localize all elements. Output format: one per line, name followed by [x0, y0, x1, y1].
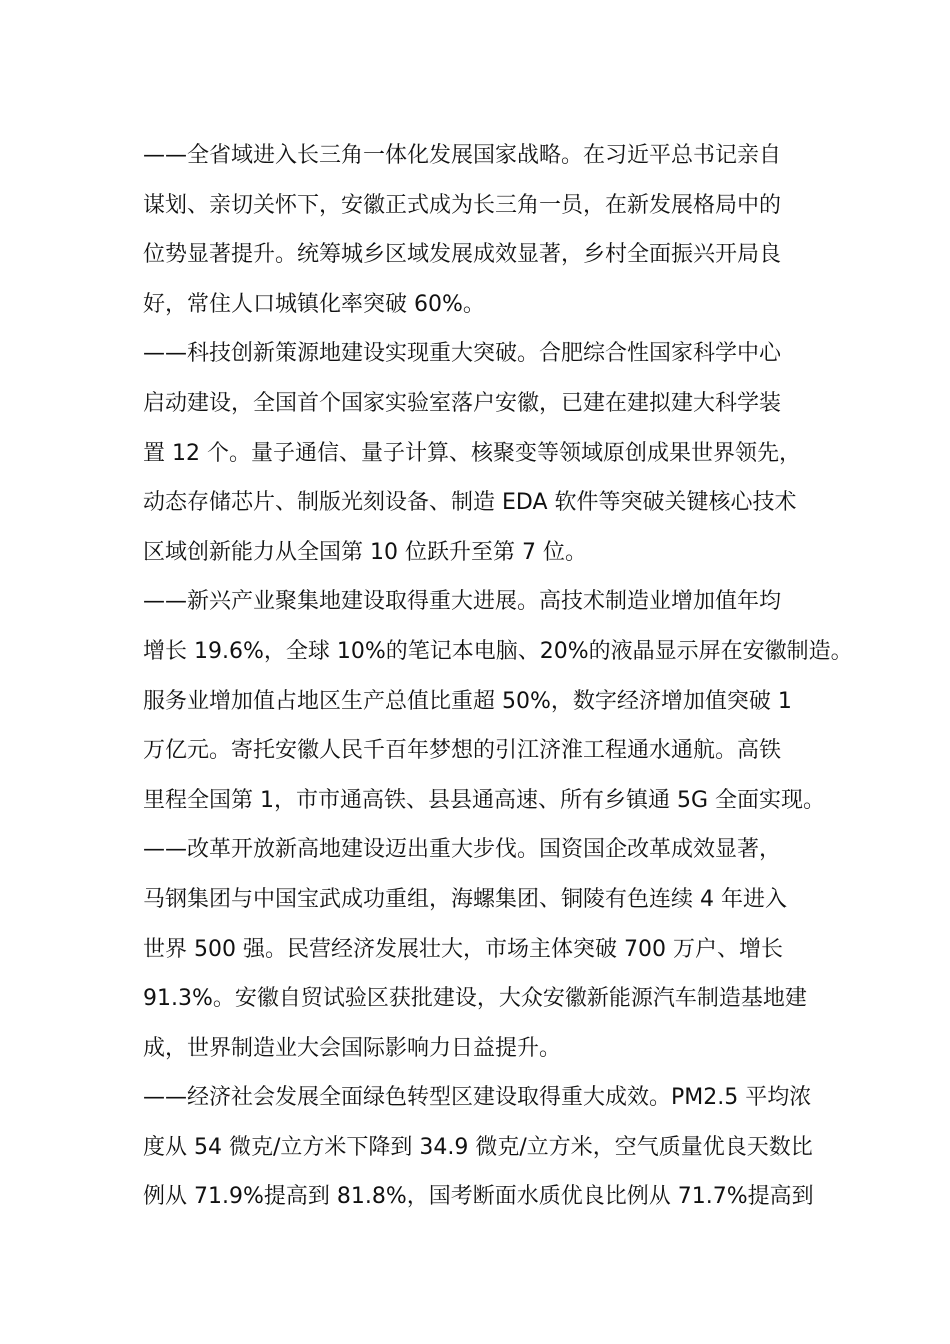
text-line: 启动建设，全国首个国家实验室落户安徽，已建在建拟建大科学装: [143, 390, 782, 416]
text-line: 里程全国第 1，市市通高铁、县县通高速、所有乡镇通 5G 全面实现。: [143, 787, 826, 813]
text-line: 位势显著提升。统筹城乡区域发展成效显著，乡村全面振兴开局良: [143, 242, 782, 268]
text-line: 例从 71.9%提高到 81.8%，国考断面水质优良比例从 71.7%提高到: [143, 1184, 814, 1210]
text-line: 谋划、亲切关怀下，安徽正式成为长三角一员，在新发展格局中的: [143, 192, 782, 218]
text-line: 万亿元。寄托安徽人民千百年梦想的引江济淮工程通水通航。高铁: [143, 738, 782, 764]
text-line: ——科技创新策源地建设实现重大突破。合肥综合性国家科学中心: [143, 341, 782, 367]
text-line: ——改革开放新高地建设迈出重大步伐。国资国企改革成效显著，: [143, 837, 782, 863]
text-line: 增长 19.6%，全球 10%的笔记本电脑、20%的液晶显示屏在安徽制造。: [143, 638, 853, 664]
text-line: ——经济社会发展全面绿色转型区建设取得重大成效。PM2.5 平均浓: [143, 1085, 812, 1111]
body-text: [143, 131, 853, 1222]
text-line: 成，世界制造业大会国际影响力日益提升。: [143, 1035, 562, 1061]
text-line: 马钢集团与中国宝武成功重组，海螺集团、铜陵有色连续 4 年进入: [143, 886, 787, 912]
text-line: 置 12 个。量子通信、量子计算、核聚变等领域原创成果世界领先，: [143, 440, 801, 466]
text-line: 91.3%。安徽自贸试验区获批建设，大众安徽新能源汽车制造基地建: [143, 986, 807, 1012]
text-line: ——新兴产业聚集地建设取得重大进展。高技术制造业增加值年均: [143, 589, 782, 615]
text-line: ——全省域进入长三角一体化发展国家战略。在习近平总书记亲自: [143, 143, 782, 168]
text-line: 动态存储芯片、制版光刻设备、制造 EDA 软件等突破关键核心技术: [143, 490, 797, 516]
text-line: 区域创新能力从全国第 10 位跃升至第 7 位。: [143, 539, 587, 565]
text-line: 好，常住人口城镇化率突破 60%。: [143, 291, 485, 317]
text-line: 服务业增加值占地区生产总值比重超 50%，数字经济增加值突破 1: [143, 688, 792, 714]
text-line: 度从 54 微克/立方米下降到 34.9 微克/立方米，空气质量优良天数比: [143, 1134, 813, 1160]
text-line: 世界 500 强。民营经济发展壮大，市场主体突破 700 万户、增长: [143, 936, 783, 962]
